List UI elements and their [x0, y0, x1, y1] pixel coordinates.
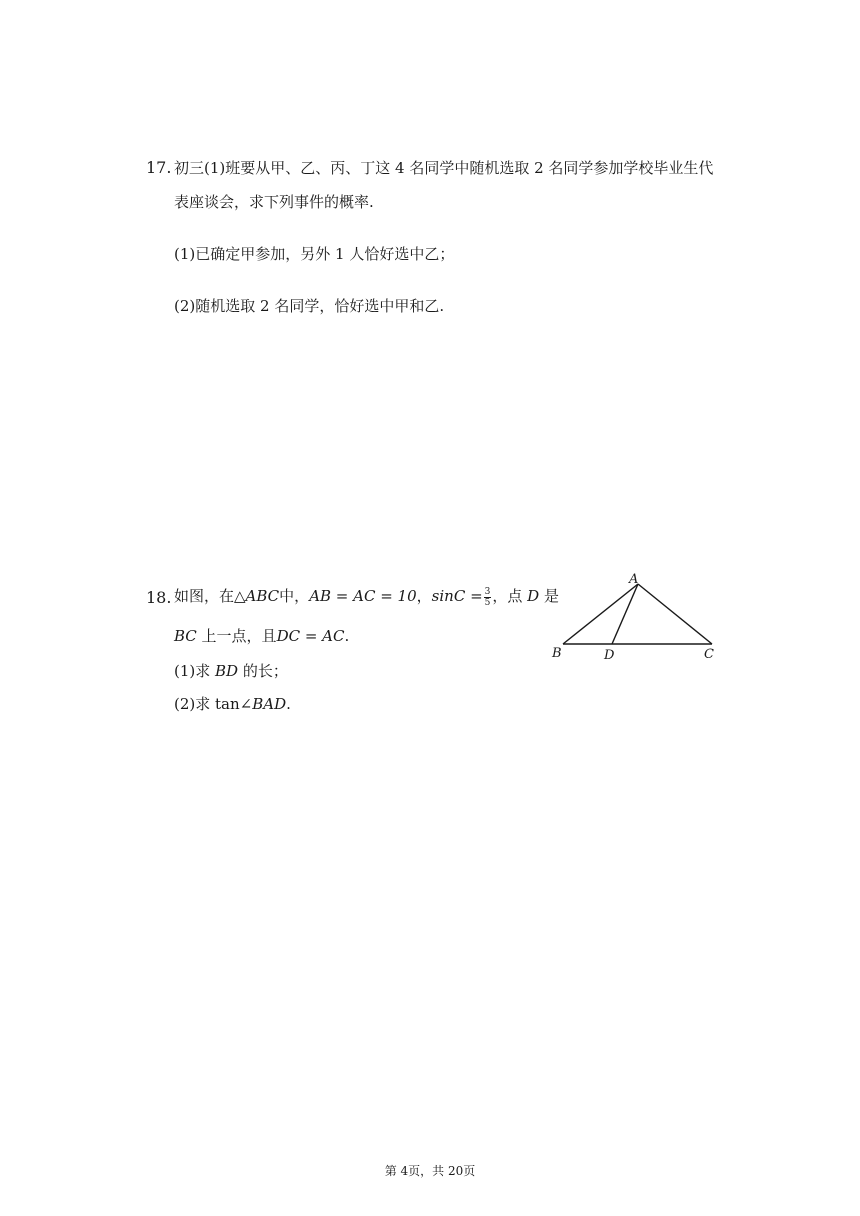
point-d: D [527, 587, 540, 605]
q18-text: 是 [539, 587, 559, 605]
q18-text: . [344, 627, 350, 645]
q18-text: ，点 [492, 587, 528, 605]
segment-ab [563, 584, 638, 644]
question-18-number: 18. [146, 588, 172, 607]
triangle-abc: ABC [245, 587, 280, 605]
sin-c-label: sinC = [431, 587, 483, 605]
fraction-numerator: 3 [484, 586, 491, 597]
q18-text: 的长； [238, 662, 288, 680]
q18-text: 如图，在△ [174, 587, 246, 605]
equation-dc-ac: DC = AC [276, 627, 345, 645]
q18-text: . [286, 695, 291, 713]
angle-bad: BAD [252, 695, 287, 713]
segment-bc: BC [174, 627, 197, 645]
question-18-part1 [174, 661, 288, 681]
q18-text: ， [416, 587, 432, 605]
label-d: D [604, 648, 615, 663]
segment-ac [638, 584, 712, 644]
equation-ab-ac: AB = AC = 10 [309, 587, 417, 605]
question-17-part2: (2)随机选取 2 名同学，恰好选中甲和乙. [174, 297, 445, 315]
question-18-part2 [174, 694, 291, 714]
label-b: B [552, 646, 562, 661]
fraction-denominator: 5 [484, 597, 491, 608]
question-17-text-line1: 初三(1)班要从甲、乙、丙、丁这 4 名同学中随机选取 2 名同学参加学校毕业生代 [174, 159, 714, 177]
question-17-number: 17. [146, 158, 172, 177]
question-17-part1: (1)已确定甲参加，另外 1 人恰好选中乙； [174, 245, 455, 263]
q18-text: (2)求 tan∠ [174, 695, 253, 713]
question-18-text-line2 [174, 626, 349, 646]
triangle-figure [545, 565, 725, 665]
q18-text: (1)求 [174, 662, 216, 680]
q18-text: 中， [279, 587, 310, 605]
segment-bd: BD [215, 662, 239, 680]
label-c: C [704, 647, 714, 662]
label-a: A [629, 572, 639, 587]
segment-ad [612, 584, 638, 644]
fraction-three-fifths [484, 587, 492, 608]
page-footer: 第 4页，共 20页 [384, 1164, 476, 1178]
question-18-text-line1 [174, 586, 559, 608]
q18-text: 上一点，且 [196, 627, 277, 645]
question-17-text-line2: 表座谈会，求下列事件的概率. [174, 193, 374, 211]
